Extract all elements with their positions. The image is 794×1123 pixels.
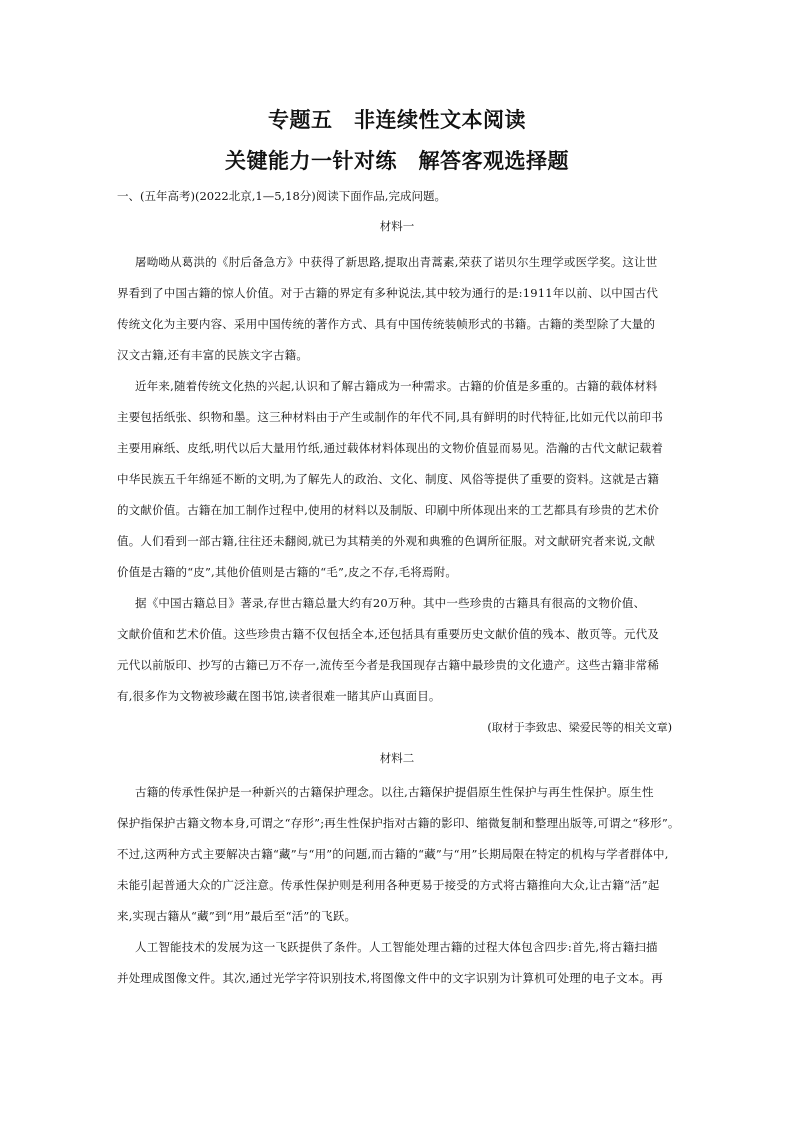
question-intro: 一、(五年高考)(2022北京,1—5,18分)阅读下面作品,完成问题。: [117, 189, 446, 203]
paragraph-line: 有,很多作为文物被珍藏在图书馆,读者很难一睹其庐山真面目。: [117, 689, 441, 703]
material-one-source: (取材于李致忠、梁爱民等的相关文章): [487, 721, 672, 734]
paragraph-line: 汉文古籍,还有丰富的民族文字古籍。: [117, 348, 309, 362]
paragraph-line: 不过,这两种方式主要解决古籍“藏”与“用”的问题,而古籍的“藏”与“用”长期局限在特定的机构与学者群体中,: [117, 847, 669, 861]
paragraph-line: 元代以前版印、抄写的古籍已万不存一,流传至今者是我国现存古籍中最珍贵的文化遗产。这些古籍非常稀: [117, 658, 660, 672]
paragraph-line: 近年来,随着传统文化热的兴起,认识和了解古籍成为一种需求。古籍的价值是多重的。古籍的载体材料: [135, 379, 658, 393]
paragraph-line: 并处理成图像文件。其次,通过光学字符识别技术,将图像文件中的文字识别为计算机可处理的电子文本。再: [117, 971, 663, 985]
paragraph-line: 据《中国古籍总目》著录,存世古籍总量大约有20万种。其中一些珍贵的古籍具有很高的文物价值、: [135, 596, 646, 610]
material-two-heading: 材料二: [379, 751, 415, 765]
paragraph-line: 古籍的传承性保护是一种新兴的古籍保护理念。以往,古籍保护提倡原生性保护与再生性保护。原生性: [135, 785, 654, 799]
paragraph-line: 传统文化为主要内容、采用中国传统的著作方式、具有中国传统装帧形式的书籍。古籍的类型除了大量的: [117, 317, 656, 331]
paragraph-line: 来,实现古籍从“藏”到“用”最后至“活”的飞跃。: [117, 909, 357, 923]
paragraph-line: 中华民族五千年绵延不断的文明,为了解先人的政治、文化、制度、风俗等提供了重要的资料。这就是古籍: [117, 472, 660, 486]
paragraph-line: 未能引起普通大众的广泛注意。传承性保护则是利用各种更易于接受的方式将古籍推向大众,让古籍“活”起: [117, 878, 660, 892]
paragraph-line: 人工智能技术的发展为这一飞跃提供了条件。人工智能处理古籍的过程大体包含四步:首先,将古籍扫描: [135, 940, 658, 954]
paragraph-line: 界看到了中国古籍的惊人价值。对于古籍的界定有多种说法,其中较为通行的是:1911年以前、以中国古代: [117, 286, 659, 300]
material-one-heading: 材料一: [379, 219, 415, 233]
paragraph-line: 屠呦呦从葛洪的《肘后备急方》中获得了新思路,提取出青蒿素,荣获了诺贝尔生理学或医学奖。这让世: [135, 255, 658, 269]
paragraph-line: 价值是古籍的“皮”,其他价值则是古籍的“毛”,皮之不存,毛将焉附。: [117, 565, 458, 579]
paragraph-line: 值。人们看到一部古籍,往往还未翻阅,就已为其精美的外观和典雅的色调所征服。对文献研究者来说,文献: [117, 534, 656, 548]
document-title: 专题五 非连续性文本阅读: [268, 108, 526, 132]
paragraph-line: 主要用麻纸、皮纸,明代以后大量用竹纸,通过载体材料体现出的文物价值显而易见。浩瀚的古代文献记载着: [117, 441, 663, 455]
paragraph-line: 主要包括纸张、织物和墨。这三种材料由于产生或制作的年代不同,具有鲜明的时代特征,比如元代以前印书: [117, 410, 663, 424]
paragraph-line: 保护指保护古籍文物本身,可谓之“存形”;再生性保护指对古籍的影印、缩微复制和整理出版等,可谓之“移形”。: [117, 816, 680, 830]
paragraph-line: 文献价值和艺术价值。这些珍贵古籍不仅包括全本,还包括具有重要历史文献价值的残本、散页等。元代及: [117, 627, 660, 641]
document-subtitle: 关键能力一针对练 解答客观选择题: [225, 149, 569, 173]
paragraph-line: 的文献价值。古籍在加工制作过程中,使用的材料以及制版、印刷中所体现出来的工艺都具有珍贵的艺术价: [117, 503, 660, 517]
